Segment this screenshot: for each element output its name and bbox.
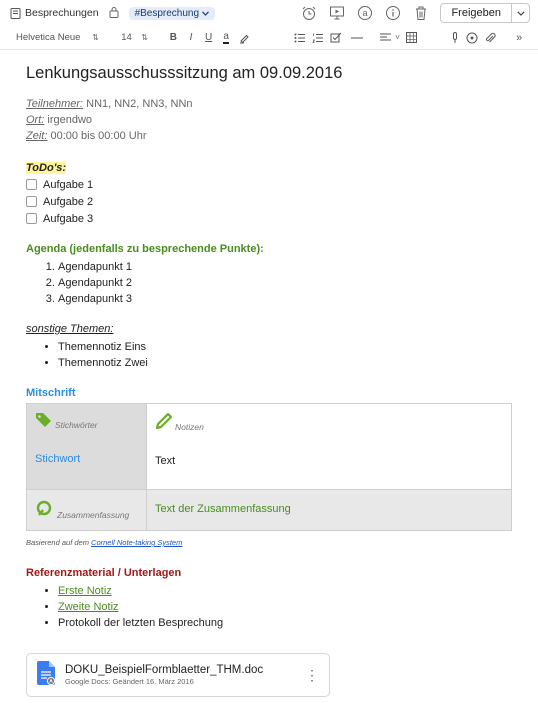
presentation-icon[interactable] [328,4,346,22]
top-bar [0,0,538,26]
notes-label: Notizen [175,422,204,432]
cornell-system-link[interactable]: Cornell Note-taking System [91,538,183,547]
notebook-name: Besprechungen [25,7,99,19]
todo-checkbox[interactable] [26,213,37,224]
note-link[interactable]: Erste Notiz [58,585,112,597]
meta-value: irgendwo [47,114,93,126]
share-button[interactable] [440,3,530,23]
tag-icon [35,412,53,433]
keyword-text: Stichwort [35,453,81,465]
todo-heading: ToDo's: [26,162,67,174]
agenda-item: 1. Agendapunkt 1 [58,259,516,275]
cornell-summary-row [27,490,511,530]
text-color-icon[interactable]: a [223,31,229,42]
cornell-summary-cell[interactable] [147,490,511,530]
todo-label: Aufgabe 3 [43,212,94,225]
info-icon[interactable] [384,4,402,22]
cornell-summary-label-cell[interactable] [27,490,147,530]
notebook-selector[interactable] [10,7,99,19]
horizontal-rule-icon[interactable] [348,29,366,47]
tag-label: #Besprechung [134,7,200,19]
chevron-down-icon [202,8,209,19]
microphone-icon[interactable] [446,29,464,47]
chevron-down-icon[interactable] [511,4,529,22]
font-stepper-icon[interactable]: ⇅ [92,33,99,42]
pencil-icon [155,412,173,435]
based-on-note: Basierend auf dem Cornell Note-taking System [26,538,183,547]
attachment-meta: Google Docs: Geändert 16. März 2016 [65,677,194,686]
meta-value: NN1, NN2, NN3, NNn [86,98,193,110]
bold-icon[interactable]: B [169,32,178,43]
svg-text:a: a [362,8,368,18]
todo-label: Aufgabe 2 [43,195,94,208]
bullet-list-icon[interactable] [292,29,310,47]
reference-item [58,583,516,599]
meta-key: Zeit: [26,130,48,142]
link-icon [35,500,55,523]
mention-icon[interactable] [356,4,374,22]
cornell-keywords-cell[interactable] [27,404,147,489]
cornell-table [26,403,512,531]
reminder-lock-button[interactable] [109,6,119,21]
paperclip-icon[interactable] [481,29,499,47]
tag-pill[interactable] [129,7,216,20]
keywords-label: Stichwörter [55,420,98,430]
sonstige-heading: sonstige Themen: [26,323,114,335]
alarm-clock-icon[interactable] [300,4,318,22]
align-left-icon[interactable] [378,29,396,47]
more-options-icon[interactable]: ⋮ [305,667,319,683]
references-heading: Referenzmaterial / Unterlagen [26,567,182,579]
notes-text: Text [155,455,176,467]
references-list [26,583,516,631]
meta-value: 00:00 bis 00:00 Uhr [50,130,147,142]
todo-checkbox[interactable] [26,179,37,190]
meta-time [26,128,516,144]
italic-icon[interactable]: I [189,32,193,43]
topic-item: • Themennotiz Zwei [58,355,516,371]
sonstige-list [26,339,516,371]
checkbox-list-icon[interactable] [327,29,345,47]
agenda-heading: Agenda (jedenfalls zu besprechende Punkte): [26,243,264,255]
summary-label: Zusammenfassung [57,510,130,520]
agenda-list [26,259,516,307]
numbered-list-icon[interactable] [309,29,327,47]
attachment-name: DOKU_BeispielFormblaetter_THM.doc [65,664,264,676]
table-icon[interactable] [403,29,421,47]
font-selector[interactable]: Helvetica Neue [16,32,81,43]
size-stepper-icon[interactable]: ⇅ [141,33,148,42]
note-title[interactable]: Lenkungsausschusssitzung am 09.09.2016 [26,64,343,82]
topic-item: • Themennotiz Eins [58,339,516,355]
highlighter-icon[interactable] [235,29,253,47]
meta-location [26,112,516,128]
cornell-main-row [27,404,511,490]
meta-key: Teilnehmer: [26,98,84,110]
format-toolbar [0,26,538,50]
todo-checkbox[interactable] [26,196,37,207]
summary-text: Text der Zusammenfassung [155,503,291,515]
meta-key: Ort: [26,114,45,126]
attachment-card[interactable] [26,653,330,697]
meta-participants [26,96,516,112]
share-label: Freigeben [451,7,501,19]
cornell-notes-cell[interactable] [147,404,511,489]
google-docs-icon [37,661,55,690]
more-chevron-icon[interactable]: » [516,31,523,44]
chevron-down-icon[interactable]: ˅ [395,33,400,42]
todo-item [26,193,516,210]
underline-icon[interactable]: U [204,32,213,43]
encrypt-icon[interactable] [464,29,482,47]
trash-icon[interactable] [412,4,430,22]
reference-item [58,599,516,615]
mitschrift-heading: Mitschrift [26,387,76,399]
agenda-item: 3. Agendapunkt 3 [58,291,516,307]
agenda-item: 2. Agendapunkt 2 [58,275,516,291]
todo-item [26,210,516,227]
note-link[interactable]: Zweite Notiz [58,601,119,613]
lock-icon [109,6,119,21]
todo-item [26,176,516,193]
font-size-selector[interactable]: 14 [121,32,132,43]
note-editor[interactable] [26,60,516,697]
todo-label: Aufgabe 1 [43,178,94,191]
notebook-icon [10,8,21,19]
reference-item: • Protokoll der letzten Besprechung [58,615,516,631]
